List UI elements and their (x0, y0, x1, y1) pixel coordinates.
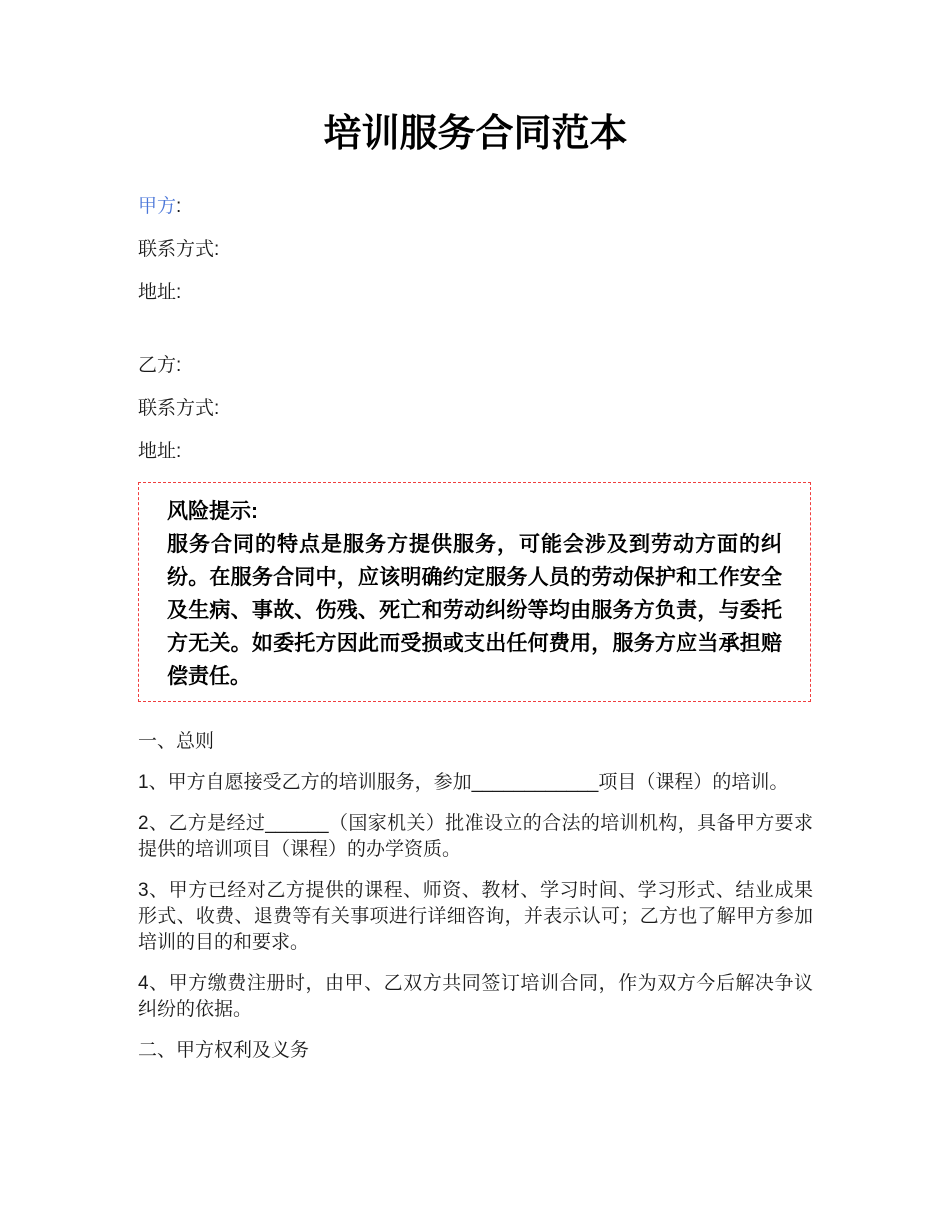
section-1-item-1: 1、甲方自愿接受乙方的培训服务，参加____________项目（课程）的培训。 (138, 772, 789, 793)
risk-warning-box (138, 482, 811, 702)
party-a-address-label: 地址: (138, 282, 182, 303)
page-title: 培训服务合同范本 (323, 113, 628, 155)
risk-warning-heading: 风险提示: (167, 500, 258, 523)
section-1-item-3: 3、甲方已经对乙方提供的课程、师资、教材、学习时间、学习形式、结业成果形式、收费、退费等有关事项进行详细咨询，并表示认可；乙方也了解甲方参加培训的目的和要求。 (138, 880, 813, 953)
section-2-heading: 二、甲方权利及义务 (138, 1040, 310, 1061)
section-1-heading: 一、总则 (138, 731, 215, 752)
party-b-label: 乙方: (138, 355, 182, 376)
risk-warning-body: 服务合同的特点是服务方提供服务，可能会涉及到劳动方面的纠纷。在服务合同中，应该明确约定服务人员的劳动保护和工作安全及生病、事故、伤残、死亡和劳动纠纷等均由服务方负责，与委托方无关。如委托方因此而受损或支出任何费用，服务方应当承担赔偿责任。 (167, 533, 782, 688)
party-b-block (138, 353, 813, 465)
party-a-label-link[interactable]: 甲方 (138, 196, 177, 217)
party-b-contact-label: 联系方式: (138, 398, 220, 419)
party-a-line (138, 194, 813, 220)
party-a-contact-label: 联系方式: (138, 239, 220, 260)
party-a-colon: : (176, 196, 182, 217)
party-a-block (138, 194, 813, 306)
section-1-item-2: 2、乙方是经过______（国家机关）批准设立的合法的培训机构，具备甲方要求提供的培训项目（课程）的办学资质。 (138, 813, 813, 860)
section-1-item-4: 4、甲方缴费注册时，由甲、乙双方共同签订培训合同，作为双方今后解决争议纠纷的依据。 (138, 973, 813, 1020)
party-b-address-label: 地址: (138, 441, 182, 462)
